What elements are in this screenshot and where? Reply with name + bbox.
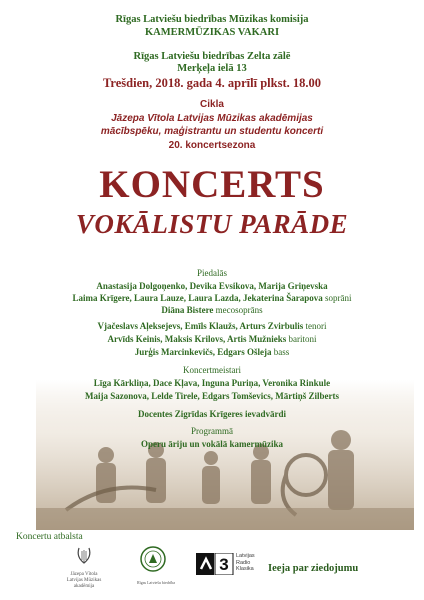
accompanists-heading: Koncertmeistari xyxy=(183,365,241,375)
voice-type: tenori xyxy=(305,321,327,331)
performer-names: Vjačeslavs Aļeksejevs, Emīls Klaužs, Arturs Zvirbulis xyxy=(97,321,304,331)
program-text: Operu āriju un vokālā kamermūzika xyxy=(140,439,283,449)
accompanists-line-1: Līga Kārkliņa, Dace Kļava, Inguna Puriņa, Veronika Rinkule xyxy=(93,378,331,388)
performer-group-2 xyxy=(0,293,424,304)
main-title: KONCERTS xyxy=(99,163,325,206)
performer-group-5 xyxy=(0,334,424,345)
performer-group-1 xyxy=(0,281,424,292)
support-label: Koncertu atbalsta xyxy=(16,532,83,542)
concert-datetime: Trešdien, 2018. gada 4. aprīlī plkst. 18.00 xyxy=(103,76,321,90)
performer-names: Anastasija Dolgoņenko, Devika Evsikova, Marija Griņevska xyxy=(96,281,328,291)
performers-heading: Piedalās xyxy=(197,268,227,278)
radio-text xyxy=(236,553,255,573)
radio-number: 3 xyxy=(219,555,229,574)
ensemble-photo xyxy=(36,380,414,530)
performer-names: Arvīds Keinis, Maksis Krilovs, Artis Mužnieks xyxy=(107,334,287,344)
jvlma-caption-2: Latvijas Mūzikas akadēmija xyxy=(66,578,102,589)
series-title: KAMERMŪZIKAS VAKARI xyxy=(144,27,280,38)
intro-words: Docentes Zigrīdas Krīgeres ievadvārdi xyxy=(137,409,287,419)
voice-type: baritoni xyxy=(288,334,317,344)
program-heading: Programmā xyxy=(191,426,233,436)
performer-group-3 xyxy=(0,305,424,316)
seal-icon xyxy=(136,545,170,575)
accompanists-line-2: Maija Sazonova, Lelde Tirele, Edgars Tomševics, Mārtiņš Zilberts xyxy=(85,391,339,401)
performer-names: Jurģis Marcinkevičs, Edgars Ošleja xyxy=(134,347,272,357)
venue-address: Merķeļa ielā 13 xyxy=(177,63,247,74)
cycle-line-1: Jāzepa Vītola Latvijas Mūzikas akadēmijas xyxy=(111,113,313,124)
cycle-line-2: mācībspēku, maģistrantu un studentu koncerti xyxy=(100,126,324,137)
venue-hall: Rīgas Latviešu biedrības Zelta zālē xyxy=(133,51,291,62)
radio-line-3: Klasika xyxy=(236,566,254,572)
performer-group-4 xyxy=(0,321,424,332)
subtitle: VOKĀLISTU PARĀDE xyxy=(75,209,349,239)
seal-caption: Rīgas Latviešu biedrība xyxy=(137,580,175,585)
lyre-icon xyxy=(73,545,95,567)
voice-type: soprāni xyxy=(325,293,352,303)
jvlma-logo xyxy=(56,545,112,590)
voice-type: bass xyxy=(273,347,290,357)
radio-line-1: Latvijas xyxy=(236,553,255,559)
radio-line-2: Radio xyxy=(236,559,251,566)
cycle-line-3: 20. koncertsezona xyxy=(168,140,256,151)
rlb-seal-logo xyxy=(136,545,176,585)
entry-note: Ieeja par ziedojumu xyxy=(268,563,359,574)
performer-names: Diāna Bistere xyxy=(161,305,214,315)
radio-klasika-logo xyxy=(196,553,258,577)
performer-names: Laima Krīgere, Laura Lauze, Laura Lazda, Jekaterina Šarapova xyxy=(72,293,323,303)
radio-logo-icon xyxy=(196,553,234,575)
performer-group-6 xyxy=(0,347,424,358)
jvlma-caption-1: Jāzepa Vītola xyxy=(70,572,98,577)
cycle-label: Cikla xyxy=(200,99,224,110)
voice-type: mecosoprāns xyxy=(215,305,263,315)
organizer-line: Rīgas Latviešu biedrības Mūzikas komisija xyxy=(115,14,309,25)
